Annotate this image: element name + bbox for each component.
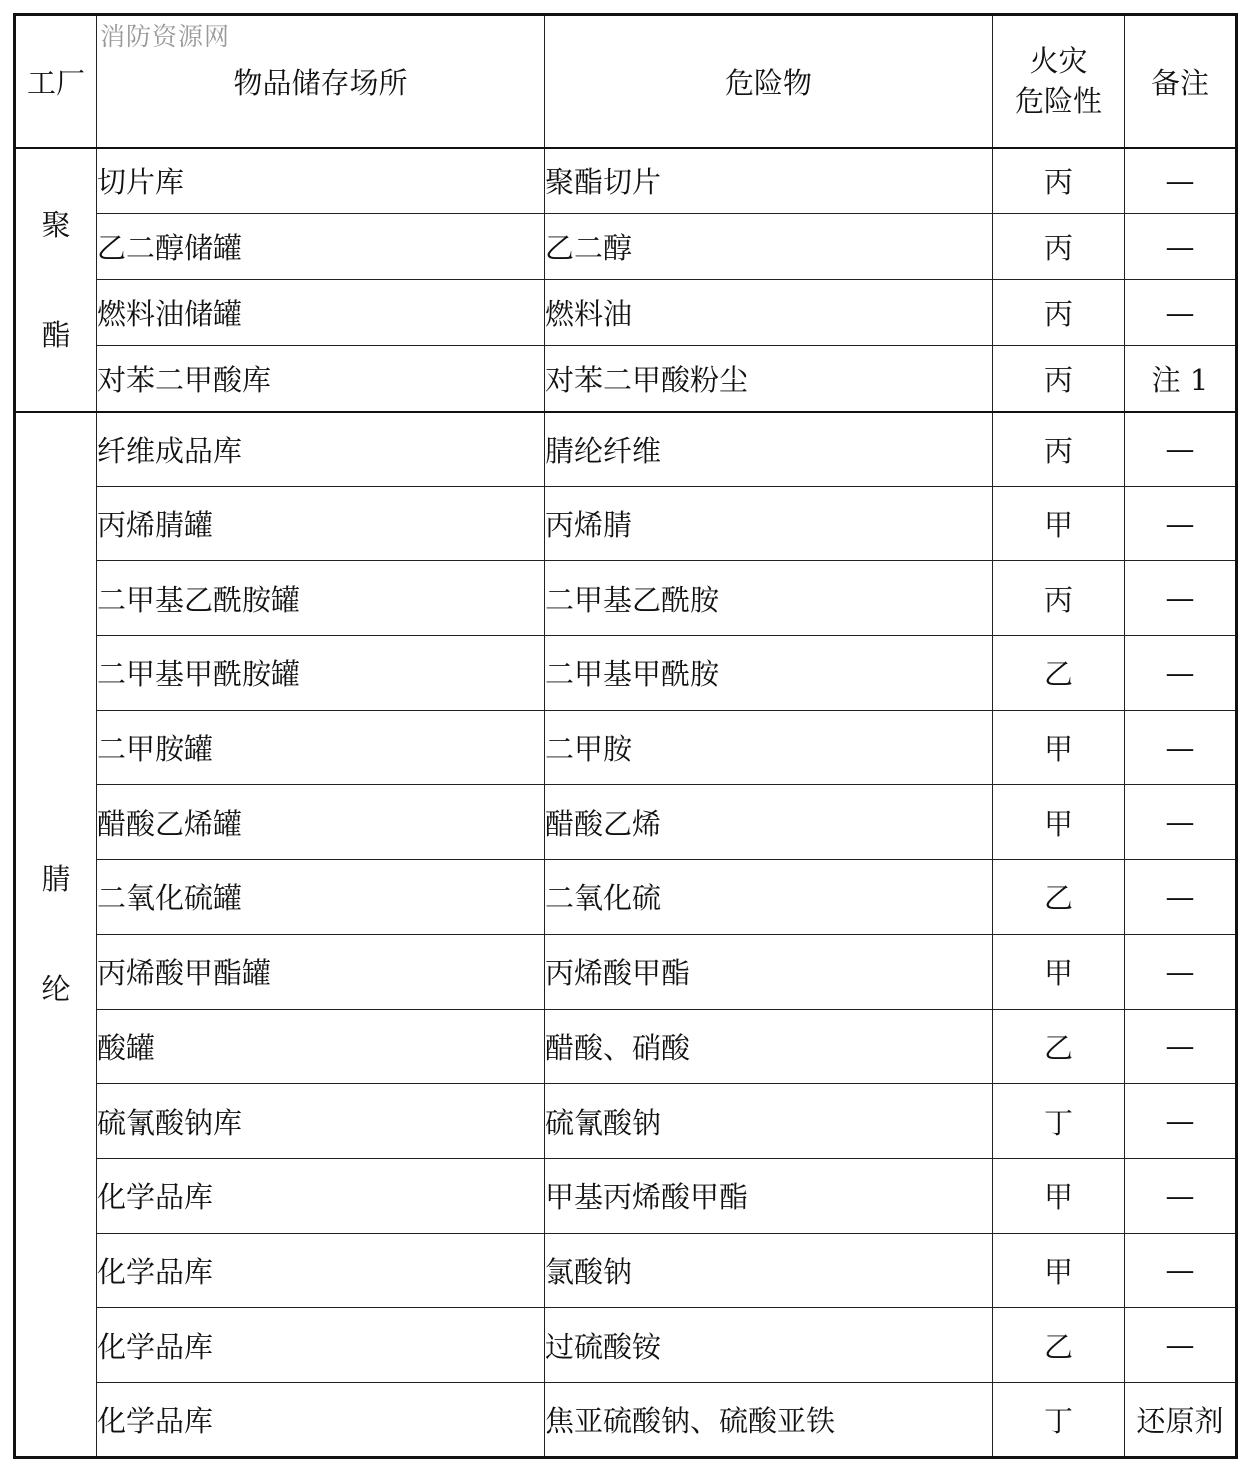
storage-place-cell: 二甲胺罐 <box>97 710 545 785</box>
hazard-cell: 丙烯腈 <box>545 486 993 561</box>
header-hazard: 危险物 <box>545 15 993 148</box>
storage-place-cell: 化学品库 <box>97 1308 545 1383</box>
table-row <box>15 214 1237 280</box>
fire-class-cell: 甲 <box>993 1233 1125 1308</box>
remarks-cell: — <box>1125 934 1237 1009</box>
table-row <box>15 860 1237 935</box>
storage-place-cell: 切片库 <box>97 148 545 214</box>
hazard-cell: 过硫酸铵 <box>545 1308 993 1383</box>
remarks-cell: — <box>1125 561 1237 636</box>
remarks-cell: — <box>1125 280 1237 346</box>
table-row <box>15 1233 1237 1308</box>
hazard-cell: 氯酸钠 <box>545 1233 993 1308</box>
remarks-cell: — <box>1125 1009 1237 1084</box>
table-frame <box>13 13 1235 1455</box>
fire-class-cell: 乙 <box>993 860 1125 935</box>
hazard-cell: 焦亚硫酸钠、硫酸亚铁 <box>545 1382 993 1457</box>
fire-class-cell: 丙 <box>993 214 1125 280</box>
fire-class-cell: 丁 <box>993 1084 1125 1159</box>
header-factory: 工厂 <box>15 15 97 148</box>
hazard-cell: 甲基丙烯酸甲酯 <box>545 1158 993 1233</box>
remarks-cell: — <box>1125 1233 1237 1308</box>
fire-class-cell: 丙 <box>993 561 1125 636</box>
hazard-cell: 乙二醇 <box>545 214 993 280</box>
storage-place-cell: 化学品库 <box>97 1233 545 1308</box>
remarks-cell: — <box>1125 412 1237 487</box>
hazard-cell: 醋酸、硝酸 <box>545 1009 993 1084</box>
remarks-cell: — <box>1125 1084 1237 1159</box>
fire-class-cell: 丙 <box>993 148 1125 214</box>
watermark: 消防资源网 <box>100 22 231 51</box>
factory-cell-polyester <box>15 148 97 412</box>
factory-char: 聚 <box>41 207 71 242</box>
storage-place-cell: 丙烯腈罐 <box>97 486 545 561</box>
table-row <box>15 561 1237 636</box>
fire-class-cell: 乙 <box>993 1308 1125 1383</box>
hazard-cell: 醋酸乙烯 <box>545 785 993 860</box>
storage-place-cell: 二甲基甲酰胺罐 <box>97 636 545 711</box>
fire-class-cell: 甲 <box>993 1158 1125 1233</box>
factory-cell-acrylic <box>15 412 97 1458</box>
remarks-cell: — <box>1125 486 1237 561</box>
table-row <box>15 148 1237 214</box>
hazard-cell: 丙烯酸甲酯 <box>545 934 993 1009</box>
factory-char: 腈 <box>41 862 71 897</box>
fire-class-cell: 甲 <box>993 934 1125 1009</box>
table-row <box>15 785 1237 860</box>
factory-char: 纶 <box>41 972 71 1007</box>
remarks-cell: — <box>1125 860 1237 935</box>
table-row <box>15 934 1237 1009</box>
table-row <box>15 346 1237 412</box>
storage-place-cell: 二氧化硫罐 <box>97 860 545 935</box>
hazard-cell: 二氧化硫 <box>545 860 993 935</box>
hazard-cell: 聚酯切片 <box>545 148 993 214</box>
header-fire-class <box>993 15 1125 148</box>
storage-place-cell: 酸罐 <box>97 1009 545 1084</box>
factory-char: 酯 <box>41 317 71 352</box>
storage-place-cell: 醋酸乙烯罐 <box>97 785 545 860</box>
hazard-cell: 腈纶纤维 <box>545 412 993 487</box>
remarks-cell: — <box>1125 148 1237 214</box>
fire-class-cell: 乙 <box>993 1009 1125 1084</box>
hazard-table <box>13 13 1238 1459</box>
table-row <box>15 486 1237 561</box>
fire-class-cell: 甲 <box>993 710 1125 785</box>
table-row <box>15 1382 1237 1457</box>
hazard-cell: 对苯二甲酸粉尘 <box>545 346 993 412</box>
remarks-cell: — <box>1125 1158 1237 1233</box>
remarks-cell: — <box>1125 710 1237 785</box>
remarks-cell: — <box>1125 1308 1237 1383</box>
fire-class-cell: 丁 <box>993 1382 1125 1457</box>
hazard-cell: 二甲基乙酰胺 <box>545 561 993 636</box>
storage-place-cell: 对苯二甲酸库 <box>97 346 545 412</box>
header-remarks: 备注 <box>1125 15 1237 148</box>
table-row <box>15 1158 1237 1233</box>
table-row <box>15 1009 1237 1084</box>
storage-place-cell: 二甲基乙酰胺罐 <box>97 561 545 636</box>
storage-place-cell: 乙二醇储罐 <box>97 214 545 280</box>
header-fire-class-line2: 危险性 <box>1014 84 1102 119</box>
fire-class-cell: 乙 <box>993 636 1125 711</box>
hazard-cell: 硫氰酸钠 <box>545 1084 993 1159</box>
storage-place-cell: 纤维成品库 <box>97 412 545 487</box>
remarks-cell: — <box>1125 785 1237 860</box>
storage-place-cell: 化学品库 <box>97 1382 545 1457</box>
table-row <box>15 636 1237 711</box>
hazard-cell: 燃料油 <box>545 280 993 346</box>
fire-class-cell: 丙 <box>993 412 1125 487</box>
remarks-cell: — <box>1125 636 1237 711</box>
remarks-cell: 注 1 <box>1125 346 1237 412</box>
header-storage-place: 物品储存场所 <box>97 15 545 148</box>
fire-class-cell: 丙 <box>993 346 1125 412</box>
table-row <box>15 1308 1237 1383</box>
table-row <box>15 280 1237 346</box>
storage-place-cell: 丙烯酸甲酯罐 <box>97 934 545 1009</box>
header-fire-class-line1: 火灾 <box>1029 44 1088 79</box>
table-row <box>15 412 1237 487</box>
fire-class-cell: 丙 <box>993 280 1125 346</box>
table-row <box>15 1084 1237 1159</box>
fire-class-cell: 甲 <box>993 486 1125 561</box>
storage-place-cell: 燃料油储罐 <box>97 280 545 346</box>
table-row <box>15 710 1237 785</box>
remarks-cell: 还原剂 <box>1125 1382 1237 1457</box>
hazard-cell: 二甲胺 <box>545 710 993 785</box>
fire-class-cell: 甲 <box>993 785 1125 860</box>
remarks-cell: — <box>1125 214 1237 280</box>
hazard-cell: 二甲基甲酰胺 <box>545 636 993 711</box>
storage-place-cell: 硫氰酸钠库 <box>97 1084 545 1159</box>
storage-place-cell: 化学品库 <box>97 1158 545 1233</box>
